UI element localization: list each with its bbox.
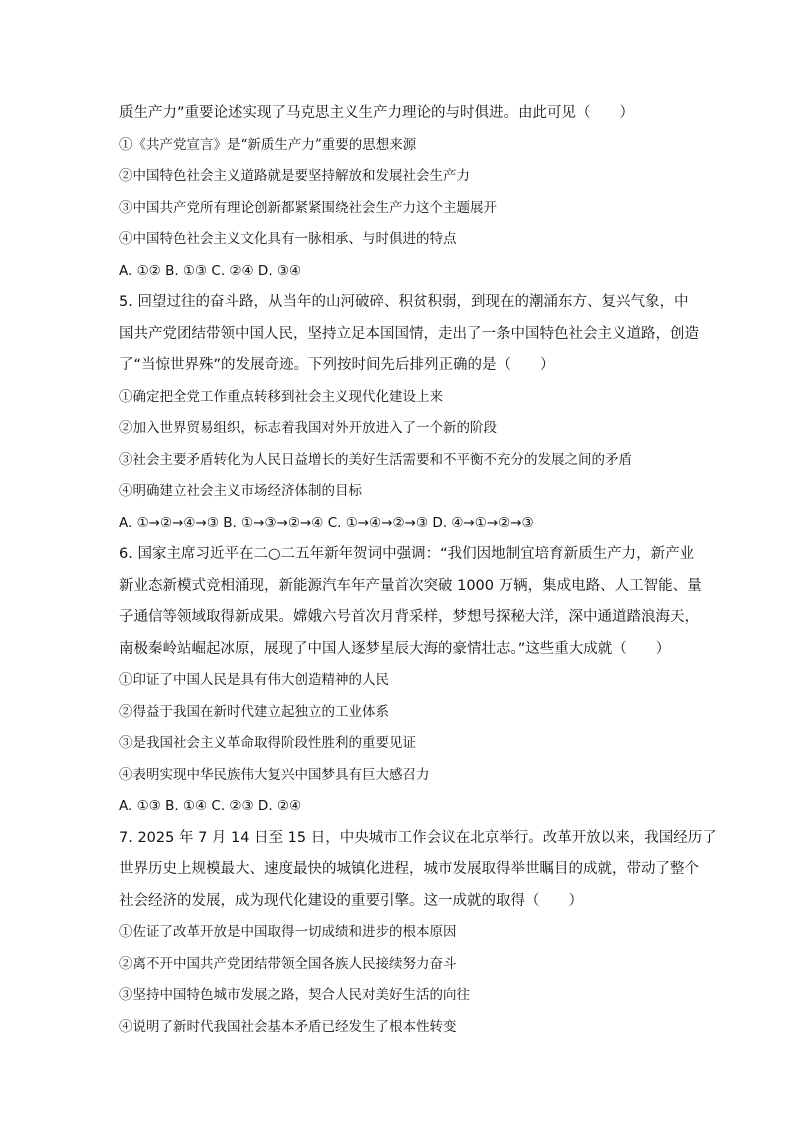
option-line: ①印证了中国人民是具有伟大创造精神的人民: [119, 672, 389, 688]
option-line: ③中国共产党所有理论创新都紧紧围绕社会生产力这个主题展开: [119, 199, 497, 216]
text-line: 社会经济的发展，成为现代化建设的重要引擎。这一成就的取得（ ）: [119, 892, 583, 909]
text-line: 世界历史上规模最大、速度最快的城镇化进程，城市发展取得举世瞩目的成就，带动了整个: [119, 861, 699, 877]
text-line: 新业态新模式竞相涌现，新能源汽车年产量首次突破 1000 万辆，集成电路、人工智能、量: [119, 577, 702, 594]
option-line: ②加入世界贸易组织，标志着我国对外开放进入了一个新的阶段: [119, 420, 497, 436]
option-line: ①佐证了改革开放是中国取得一切成绩和进步的根本原因: [119, 924, 457, 940]
question-7-text: 7. 2025 年 7 月 14 日至 15 日，中央城市工作会议在北京举行。改革开放以来，我国经历了: [119, 829, 717, 846]
option-line: ②离不开中国共产党团结带领全国各族人民接续努力奋斗: [119, 955, 457, 972]
text-line: 南极秦岭站崛起冰原，展现了中国人逐梦星辰大海的豪情壮志。”这些重大成就（ ）: [119, 640, 671, 657]
option-line: ④中国特色社会主义文化具有一脉相承、与时俱进的特点: [119, 231, 457, 247]
option-line: ③是我国社会主义革命取得阶段性胜利的重要见证: [119, 735, 416, 751]
answer-choices: A. ①③ B. ①④ C. ②③ D. ②④: [119, 798, 302, 814]
option-line: ④明确建立社会主义市场经济体制的目标: [119, 483, 362, 499]
text-line: 质生产力”重要论述实现了马克思主义生产力理论的与时俱进。由此可见（ ）: [119, 105, 635, 121]
option-line: ④说明了新时代我国社会基本矛盾已经发生了根本性转变: [119, 1018, 457, 1035]
option-line: ①确定把全党工作重点转移到社会主义现代化建设上来: [119, 388, 443, 405]
option-line: ④表明实现中华民族伟大复兴中国梦具有巨大感召力: [119, 766, 430, 783]
question-5-text: 5. 回望过往的奋斗路，从当年的山河破碎、积贫积弱，到现在的潮涌东方、复兴气象，中: [119, 294, 689, 310]
option-line: ③社会主要矛盾转化为人民日益增长的美好生活需要和不平衡不充分的发展之间的矛盾: [119, 451, 632, 468]
option-line: ③坚持中国特色城市发展之路，契合人民对美好生活的向往: [119, 987, 470, 1003]
option-line: ②得益于我国在新时代建立起独立的工业体系: [119, 703, 389, 720]
document-page: [119, 98, 717, 1043]
text-line: 子通信等领域取得新成果。嫦娥六号首次月背采样，梦想号探秘大洋，深中通道踏浪海天，: [119, 609, 699, 625]
option-line: ①《共产党宣言》是“新质生产力”重要的思想来源: [119, 136, 417, 153]
text-line: 了“当惊世界殊”的发展奇迹。下列按时间先后排列正确的是（ ）: [119, 357, 555, 373]
text-line: 国共产党团结带领中国人民，坚持立足本国国情，走出了一条中国特色社会主义道路，创造: [119, 325, 699, 342]
answer-choices: A. ①→②→④→③ B. ①→③→②→④ C. ①→④→②→③ D. ④→①→②→③: [119, 514, 534, 531]
option-line: ②中国特色社会主义道路就是要坚持解放和发展社会生产力: [119, 168, 470, 184]
answer-choices: A. ①② B. ①③ C. ②④ D. ③④: [119, 262, 302, 279]
question-6-text: 6. 国家主席习近平在二○二五年新年贺词中强调：“我们因地制宜培育新质生产力，新产业: [119, 546, 695, 562]
